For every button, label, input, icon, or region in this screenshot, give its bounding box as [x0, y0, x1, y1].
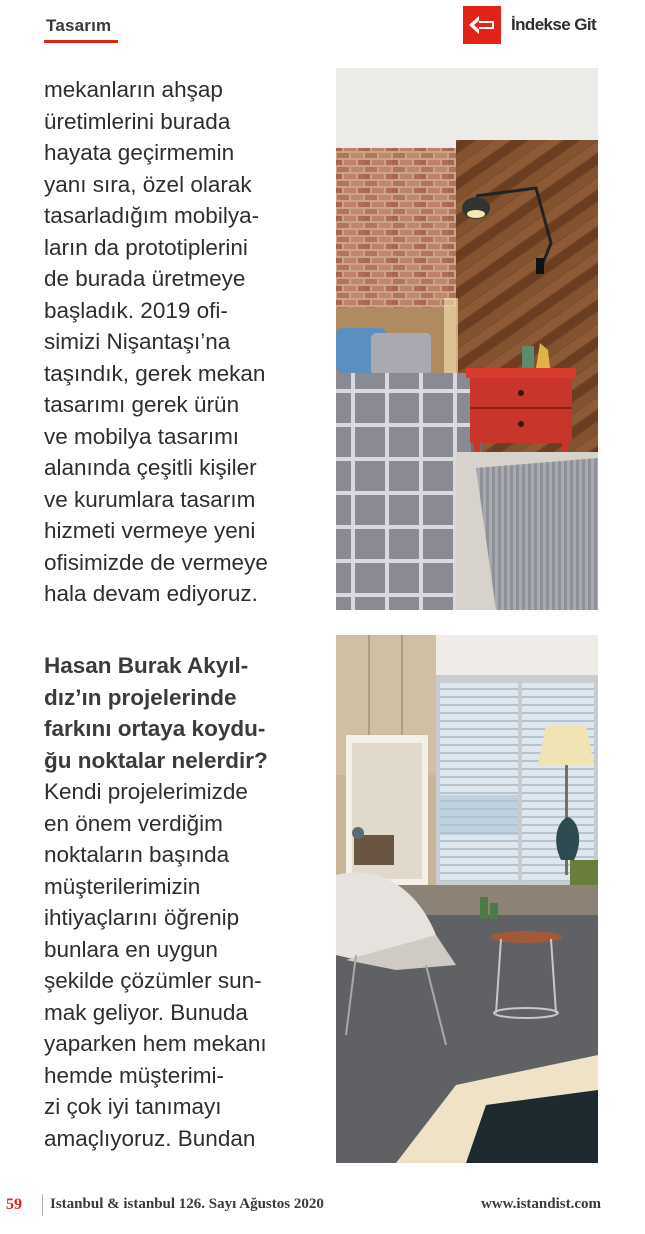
text-line: ların da prototiplerini — [44, 234, 248, 260]
text-line: şekilde çözümler sun- — [44, 968, 262, 993]
text-line: dız’ın projelerinde — [44, 684, 237, 710]
text-line: simizi Nişantaşı’na — [44, 329, 231, 354]
section-underline — [44, 40, 118, 43]
text-line: hemde müşterimi- — [44, 1062, 225, 1088]
text-line: başladık. 2019 ofi- — [44, 297, 228, 323]
index-link[interactable] — [463, 6, 596, 44]
footer-divider — [42, 1194, 43, 1216]
text-line: tasarladığım mobilya- — [44, 203, 260, 228]
page-footer — [0, 1192, 645, 1222]
text-line: zi çok iyi tanımayı — [44, 1094, 222, 1119]
text-line: bunlara en uygun — [44, 936, 218, 962]
text-line: hala devam ediyoruz. — [44, 581, 258, 606]
text-line: mak geliyor. Bunuda — [44, 999, 248, 1025]
page-number: 59 — [6, 1196, 22, 1213]
text-line: yanı sıra, özel olarak — [44, 171, 252, 197]
text-line: alanında çeşitli kişiler — [44, 455, 257, 480]
text-line: Kendi projelerimizde — [44, 779, 248, 804]
text-line: ve mobilya tasarımı — [44, 423, 240, 449]
index-label[interactable]: İndekse Git — [511, 15, 597, 34]
text-line: Hasan Burak Akyıl- — [44, 653, 249, 678]
interview-answer — [44, 776, 334, 1154]
interior-photo — [336, 635, 598, 1163]
bedroom-photo — [336, 68, 598, 610]
text-line: ofisimizde de vermeye — [44, 549, 268, 575]
text-line: hayata geçirmemin — [44, 140, 235, 165]
text-line: mekanların ahşap — [44, 77, 223, 102]
body-paragraph-1 — [44, 74, 334, 610]
text-line: taşındık, gerek mekan — [44, 360, 266, 386]
issue-info: Istanbul & istanbul 126. Sayı Ağustos 2020 — [50, 1196, 324, 1212]
text-line: ve kurumlara tasarım — [44, 486, 256, 512]
text-line: amaçlıyoruz. Bundan — [44, 1125, 256, 1151]
interview-question — [44, 650, 334, 776]
text-line: müşterilerimizin — [44, 873, 201, 899]
section-label: Tasarım — [46, 16, 112, 35]
text-line: yaparken hem mekanı — [44, 1031, 267, 1056]
text-line: ihtiyaçlarını öğrenip — [44, 905, 240, 930]
text-line: tasarımı gerek ürün — [44, 392, 240, 417]
website-link[interactable]: www.istandist.com — [480, 1196, 601, 1212]
text-line: üretimlerini burada — [44, 108, 231, 134]
text-line: en önem verdiğim — [44, 810, 223, 836]
arrow-left-icon[interactable] — [463, 6, 501, 44]
text-line: de burada üretmeye — [44, 266, 246, 291]
text-line: farkını ortaya koydu- — [44, 716, 266, 741]
text-line: noktaların başında — [44, 842, 230, 867]
text-line: hizmeti vermeye yeni — [44, 518, 256, 543]
text-line: ğu noktalar nelerdir? — [44, 747, 268, 773]
